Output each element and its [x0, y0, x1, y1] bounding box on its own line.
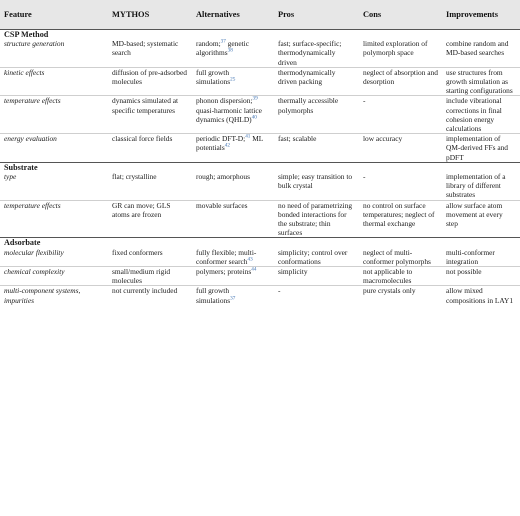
cell-alternatives [192, 134, 274, 163]
cell-pros: simple; easy transition to bulk crystal [278, 172, 353, 191]
alternative-text: polymers; proteins [196, 267, 252, 277]
table-row [0, 248, 520, 267]
cell-mythos: flat; crystalline [112, 172, 157, 182]
cell-alternatives [192, 248, 274, 267]
cell-pros: simplicity [278, 267, 308, 277]
cell-feature: kinetic effects [4, 67, 45, 77]
cell-feature: temperature effects [4, 200, 61, 210]
cell-alternatives [192, 200, 274, 238]
table-body [0, 30, 520, 305]
cell-improvements: include vibrational corrections in final cohesion energy calculations [446, 96, 502, 134]
cell-feature: energy evaluation [4, 134, 57, 144]
alternative-text: phonon dispersion; [196, 96, 253, 106]
header-improvements: Improvements [442, 0, 520, 30]
cell-mythos: diffusion of pre-adsorbed molecules [112, 67, 187, 87]
reference-number: 44 [251, 266, 257, 273]
alternative-text: random; [196, 39, 221, 49]
section-title: Adsorbate [4, 238, 41, 248]
alternative-text: full growth simulations [196, 67, 231, 87]
section-title: Substrate [4, 162, 38, 172]
alternative-text: rough; amorphous [196, 172, 250, 182]
cell-improvements: combine random and MD-based searches [446, 39, 509, 58]
table-row [0, 134, 520, 163]
section-row [0, 238, 520, 248]
header-mythos: MYTHOS [108, 0, 192, 30]
cell-mythos: dynamics simulated at specific temperatures [112, 96, 179, 115]
cell-alternatives [192, 39, 274, 67]
cell-cons: - [363, 96, 366, 106]
reference-number: 25 [230, 76, 236, 83]
alternative-text: ML potentials [196, 134, 264, 153]
reference-number: 38 [227, 47, 233, 54]
cell-cons: pure crystals only [363, 286, 416, 296]
cell-mythos: not currently included [112, 286, 178, 296]
cell-mythos: classical force fields [112, 134, 173, 144]
cell-feature: temperature effects [4, 96, 61, 106]
cell-alternatives [192, 96, 274, 134]
cell-feature: chemical complexity [4, 267, 65, 277]
header-feature: Feature [0, 0, 108, 30]
reference-number: 42 [224, 142, 230, 149]
cell-cons: limited exploration of polymorph space [363, 39, 428, 58]
table-row [0, 267, 520, 286]
table-row [0, 286, 520, 305]
alternative-text: fully flexible; multi-conformer search [196, 247, 257, 266]
cell-improvements: not possible [446, 267, 482, 277]
alternative-text: full growth simulations [196, 286, 231, 305]
header-cons: Cons [359, 0, 442, 30]
cell-improvements: use structures from growth simulation as starting configurations [446, 67, 513, 96]
cell-cons: - [363, 172, 366, 182]
cell-cons: neglect of absorption and desorption [363, 67, 438, 87]
section-title: CSP Method [4, 30, 49, 39]
reference-number: 43 [247, 256, 253, 263]
cell-alternatives [192, 286, 274, 305]
cell-alternatives [192, 267, 274, 286]
header-alternatives: Alternatives [192, 0, 274, 30]
cell-cons: no control on surface temperatures; neglect of thermal exchange [363, 200, 435, 229]
cell-feature: type [4, 172, 17, 182]
cell-alternatives [192, 67, 274, 96]
table-row [0, 172, 520, 200]
table-row [0, 67, 520, 96]
alternative-text: movable surfaces [196, 200, 248, 210]
table-row [0, 39, 520, 67]
cell-pros: no need of parametrizing bonded interactions for the substrate; thin surfaces [278, 200, 353, 238]
reference-number: 39 [252, 95, 258, 102]
cell-alternatives [192, 172, 274, 200]
cell-improvements: implementation of a library of different substrates [446, 172, 506, 200]
alternative-text: quasi-harmonic lattice dynamics (QHLD) [196, 105, 262, 124]
cell-cons: low accuracy [363, 134, 403, 144]
alternative-text: genetic algorithms [196, 39, 250, 58]
cell-cons: not applicable to macromolecules [363, 267, 413, 286]
cell-mythos: GR can move; GLS atoms are frozen [112, 200, 171, 219]
cell-improvements: implementation of QM-derived FFs and pDFT [446, 134, 508, 162]
reference-number: 37 [220, 38, 226, 45]
cell-cons: neglect of multi-conformer polymorphs [363, 247, 431, 266]
cell-pros: - [278, 286, 281, 296]
table-row [0, 200, 520, 238]
cell-pros: thermodynamically driven packing [278, 67, 336, 87]
table-row [0, 96, 520, 134]
cell-mythos: small/medium rigid molecules [112, 267, 171, 286]
table-header [0, 0, 520, 30]
header-row [0, 0, 520, 30]
cell-feature: multi-component systems, impurities [4, 286, 81, 305]
cell-improvements: allow mixed compositions in LAY1 [446, 286, 514, 305]
reference-number: 40 [251, 114, 257, 121]
alternative-text: periodic DFT-D; [196, 134, 246, 144]
cell-feature: structure generation [4, 39, 65, 49]
cell-pros: fast; surface-specific; thermodynamically driven [278, 39, 342, 67]
cell-mythos: MD-based; systematic search [112, 39, 179, 58]
section-row [0, 162, 520, 172]
cell-improvements: allow surface atom movement at every step [446, 200, 503, 229]
cell-improvements: multi-conformer integration [446, 247, 495, 266]
header-pros: Pros [274, 0, 359, 30]
cell-pros: simplicity; control over conformations [278, 247, 348, 266]
reference-number: 37 [230, 295, 236, 302]
cell-feature: molecular flexibility [4, 247, 64, 257]
reference-number: 41 [245, 133, 251, 140]
section-row [0, 30, 520, 40]
cell-pros: fast; scalable [278, 134, 317, 144]
cell-pros: thermally accessible polymorphs [278, 96, 339, 115]
cell-mythos: fixed conformers [112, 247, 163, 257]
